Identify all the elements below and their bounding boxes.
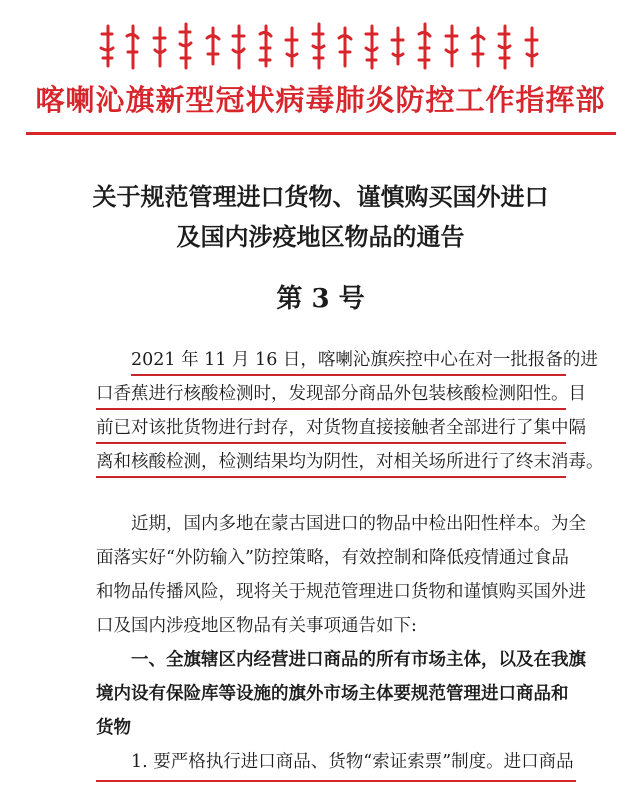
- issuing-agency-title: 喀喇沁旗新型冠状病毒肺炎防控工作指挥部: [35, 83, 606, 117]
- paragraph-1-line-1: 2021 年 11 月 16 日，喀喇沁旗疾控中心在对一批报备的进: [131, 346, 566, 376]
- paragraph-2-line-2: 面落实好“外防输入”防控策略，有效控制和降低疫情通过食品: [96, 548, 569, 568]
- mongolian-script-header: [0, 18, 641, 78]
- section-1-line-3: 货物: [96, 718, 131, 738]
- red-footer-rule: [96, 780, 576, 782]
- red-header-rule: [26, 132, 616, 135]
- paragraph-1-line-4: 离和核酸检测，检测结果均为阴性，对相关场所进行了终末消毒。: [96, 448, 566, 478]
- notice-title-line-1: 关于规范管理进口货物、谨慎购买国外进口: [92, 182, 549, 211]
- paragraph-1-line-2: 口香蕉进行核酸检测时，发现部分商品外包装核酸检测阳性。目: [96, 380, 566, 410]
- item-1-line-1: 1. 要严格执行进口商品、货物“索证索票”制度。进口商品: [131, 752, 574, 772]
- notice-title-line-2: 及国内涉疫地区物品的通告: [176, 222, 465, 251]
- section-1-line-1: 一、全旗辖区内经营进口商品的所有市场主体，以及在我旗: [131, 650, 586, 670]
- paragraph-2-line-3: 和物品传播风险，现将关于规范管理进口货物和谨慎购买国外进: [96, 582, 586, 602]
- paragraph-1-line-3: 前已对该批货物进行封存，对货物直接接触者全部进行了集中隔: [96, 414, 566, 444]
- paragraph-2-line-1: 近期，国内多地在蒙古国进口的物品中检出阳性样本。为全: [131, 514, 586, 534]
- notice-number: 第 3 号: [276, 284, 365, 314]
- section-1-line-2: 境内设有保险库等设施的旗外市场主体要规范管理进口商品和: [96, 684, 569, 704]
- paragraph-2-line-4: 口及国内涉疫地区物品有关事项通告如下:: [96, 616, 417, 636]
